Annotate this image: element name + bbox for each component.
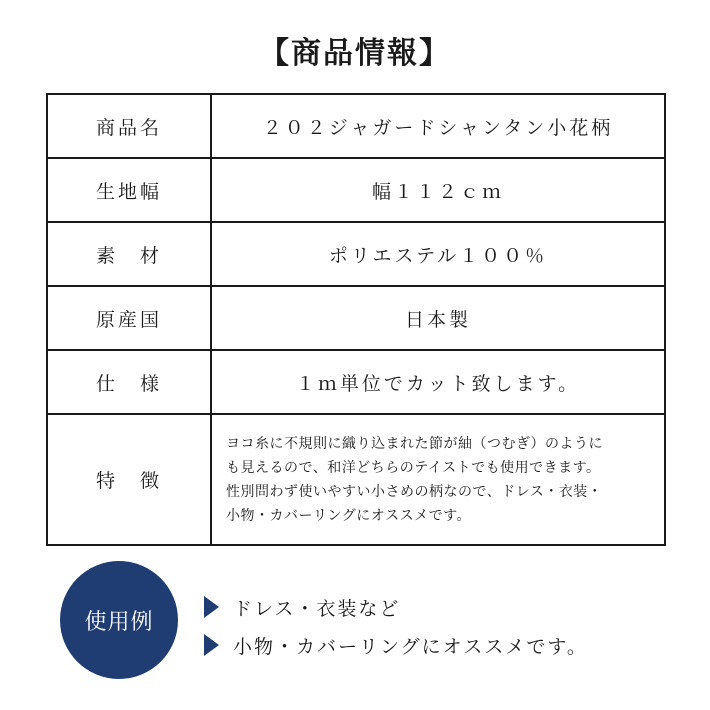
row-label-spec: 仕 様 (47, 350, 211, 414)
usage-item-label: ドレス・衣装など (233, 597, 401, 620)
triangle-bullet-icon (204, 596, 219, 618)
row-value-product-name: ２０２ジャガードシャンタン小花柄 (211, 94, 665, 158)
row-label-features: 特 徴 (47, 414, 211, 545)
row-value-material: ポリエステル１００％ (211, 222, 665, 286)
row-value-origin: 日本製 (211, 286, 665, 350)
feature-line: ヨコ糸に不規則に織り込まれた節が紬（つむぎ）のように (226, 435, 603, 452)
usage-item-label: 小物・カバーリングにオススメです。 (233, 635, 588, 658)
row-value-spec: １ｍ単位でカット致します。 (211, 350, 665, 414)
feature-line: も見えるので、和洋どちらのテイストでも使用できます。 (226, 459, 601, 476)
row-label-material: 素 材 (47, 222, 211, 286)
feature-line: 性別問わず使いやすい小さめの柄なので、ドレス・衣装・ (226, 483, 603, 500)
table-row (47, 286, 665, 350)
row-value-features (211, 414, 665, 545)
row-value-fabric-width: 幅１１２ｃｍ (211, 158, 665, 222)
list-item (204, 592, 588, 622)
row-label-fabric-width: 生地幅 (47, 158, 211, 222)
row-label-product-name: 商品名 (47, 94, 211, 158)
table-row (47, 222, 665, 286)
table-row (47, 350, 665, 414)
usage-badge: 使用例 (60, 561, 178, 679)
row-label-origin: 原産国 (47, 286, 211, 350)
table-row (47, 414, 665, 545)
table-row (47, 158, 665, 222)
product-info-table (46, 93, 666, 546)
list-item (204, 630, 588, 660)
page-title: 【商品情報】 (259, 36, 451, 71)
feature-line: 小物・カバーリングにオススメです。 (226, 507, 471, 524)
usage-list (204, 592, 588, 668)
table-row (47, 94, 665, 158)
triangle-bullet-icon (204, 634, 219, 656)
